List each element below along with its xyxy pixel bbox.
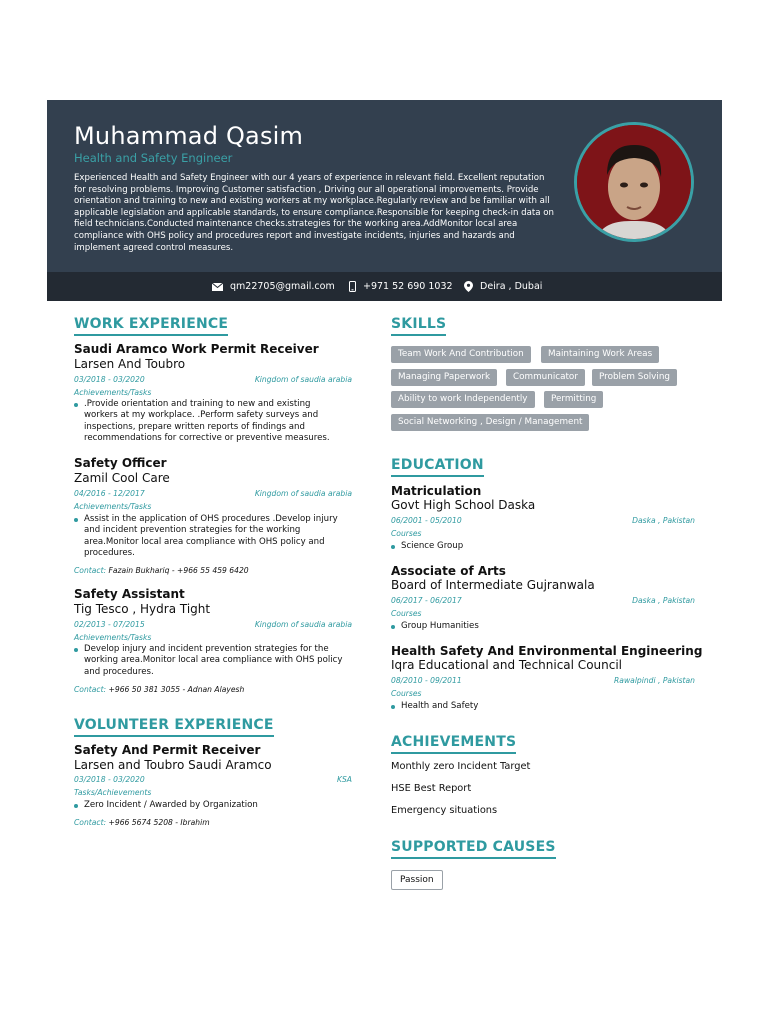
job-2-contact: Contact: Fazain Bukhariq - +966 55 459 6420 — [74, 566, 249, 575]
cause-chip: Passion — [391, 870, 443, 890]
edu-3-degree: Health Safety And Environmental Engineering — [391, 644, 703, 658]
job-2-company: Zamil Cool Care — [74, 471, 170, 485]
edu-1-course: Science Group — [401, 541, 681, 552]
job-3-dates: 02/2013 - 07/2015 — [74, 620, 145, 629]
candidate-name: Muhammad Qasim — [74, 122, 304, 150]
skills-heading: SKILLS — [391, 316, 446, 332]
job-2-place: Kingdom of saudia arabia — [254, 489, 352, 498]
job-3-section: Achievements/Tasks — [74, 633, 152, 642]
edu-2-course: Group Humanities — [401, 621, 681, 632]
job-1-bullet: .Provide orientation and training to new and existing workers at my workplace. .Perform safety surveys and inspections, prepare written reports of findings and recommendations for corrective or preventive measures. — [84, 399, 346, 445]
achievements-heading: ACHIEVEMENTS — [391, 734, 516, 750]
volunteer-company: Larsen and Toubro Saudi Aramco — [74, 758, 272, 772]
education-heading: EDUCATION — [391, 457, 484, 473]
achievement-item: HSE Best Report — [391, 783, 472, 794]
volunteer-dates: 03/2018 - 03/2020 — [74, 775, 145, 784]
email-item[interactable] — [212, 272, 335, 301]
work-experience-heading: WORK EXPERIENCE — [74, 316, 228, 332]
edu-2-school: Board of Intermediate Gujranwala — [391, 578, 595, 592]
email-text: qm22705@gmail.com — [230, 281, 335, 292]
edu-1-degree: Matriculation — [391, 484, 482, 498]
edu-1-section: Courses — [391, 529, 422, 538]
volunteer-title: Safety And Permit Receiver — [74, 743, 261, 757]
volunteer-bullet: Zero Incident / Awarded by Organization — [84, 800, 346, 811]
edu-2-section: Courses — [391, 609, 422, 618]
skill-chip: Team Work And Contribution — [391, 346, 531, 363]
job-3-company: Tig Tesco , Hydra Tight — [74, 602, 211, 616]
job-3-title: Safety Assistant — [74, 587, 185, 601]
skill-chip: Problem Solving — [592, 369, 677, 386]
candidate-role: Health and Safety Engineer — [74, 151, 233, 165]
volunteer-place: KSA — [337, 775, 352, 784]
job-2-bullet: Assist in the application of OHS procedures .Develop injury and incident prevention strategies for the working area.Monitor local area compliance with OHS policy and procedures. — [84, 514, 352, 560]
volunteer-contact: Contact: +966 5674 5208 - Ibrahim — [74, 818, 210, 827]
skill-chip: Permitting — [544, 391, 603, 408]
edu-1-school: Govt High School Daska — [391, 498, 536, 512]
edu-3-section: Courses — [391, 689, 422, 698]
job-1-section: Achievements/Tasks — [74, 388, 152, 397]
job-2-title: Safety Officer — [74, 456, 167, 470]
job-3-bullet: Develop injury and incident prevention strategies for the working area.Monitor local area compliance with OHS policy and procedures. — [84, 644, 354, 678]
job-3-place: Kingdom of saudia arabia — [254, 620, 352, 629]
phone-text: +971 52 690 1032 — [363, 281, 453, 292]
skill-chip: Ability to work Independently — [391, 391, 535, 408]
achievement-item: Emergency situations — [391, 805, 498, 816]
edu-2-place: Daska , Pakistan — [632, 596, 695, 605]
phone-icon — [349, 281, 356, 292]
volunteer-section: Tasks/Achievements — [74, 788, 152, 797]
location-text: Deira , Dubai — [480, 281, 543, 292]
job-1-place: Kingdom of saudia arabia — [254, 375, 352, 384]
skill-chip: Maintaining Work Areas — [541, 346, 659, 363]
profile-photo — [574, 122, 694, 242]
job-1-dates: 03/2018 - 03/2020 — [74, 375, 145, 384]
location-item — [464, 272, 542, 301]
contact-bar — [47, 272, 722, 301]
achievement-item: Monthly zero Incident Target — [391, 761, 531, 772]
job-3-contact: Contact: +966 50 381 3055 - Adnan Alayesh — [74, 685, 245, 694]
volunteer-experience-heading: VOLUNTEER EXPERIENCE — [74, 717, 274, 733]
location-pin-icon — [464, 281, 473, 292]
profile-summary: Experienced Health and Safety Engineer with our 4 years of experience in relevant field. Excellent reputation for resolving problems. Improving Customer satisfaction , Driving our all operational improvements. Provide orientation and training to new and existing workers at my workplace.Regularly review and be familiar with all applicable legislation and applicable standards, to ensure compliance.Responsible for keeping check-in data on field technicians.Conducted maintenance checks.strategies for the working area.AddMonitor local area compliance with OHS policy and procedures report and investigate incidents, injuries and hazards and implement agreed control measures. — [74, 173, 554, 253]
supported-causes-heading: SUPPORTED CAUSES — [391, 839, 556, 855]
edu-2-dates: 06/2017 - 06/2017 — [391, 596, 462, 605]
skill-chip: Social Networking , Design / Management — [391, 414, 589, 431]
edu-3-school: Iqra Educational and Technical Council — [391, 658, 623, 672]
edu-2-degree: Associate of Arts — [391, 564, 506, 578]
mail-icon — [212, 283, 223, 291]
job-2-section: Achievements/Tasks — [74, 502, 152, 511]
job-1-company: Larsen And Toubro — [74, 357, 186, 371]
skill-chip: Managing Paperwork — [391, 369, 497, 386]
job-1-title: Saudi Aramco Work Permit Receiver — [74, 342, 319, 356]
skill-chip: Communicator — [506, 369, 585, 386]
resume-header — [47, 100, 722, 272]
edu-3-dates: 08/2010 - 09/2011 — [391, 676, 462, 685]
job-2-dates: 04/2016 - 12/2017 — [74, 489, 145, 498]
edu-3-course: Health and Safety — [401, 701, 681, 712]
phone-item[interactable] — [349, 272, 453, 301]
edu-1-dates: 06/2001 - 05/2010 — [391, 516, 462, 525]
edu-3-place: Rawalpindi , Pakistan — [614, 676, 695, 685]
edu-1-place: Daska , Pakistan — [632, 516, 695, 525]
